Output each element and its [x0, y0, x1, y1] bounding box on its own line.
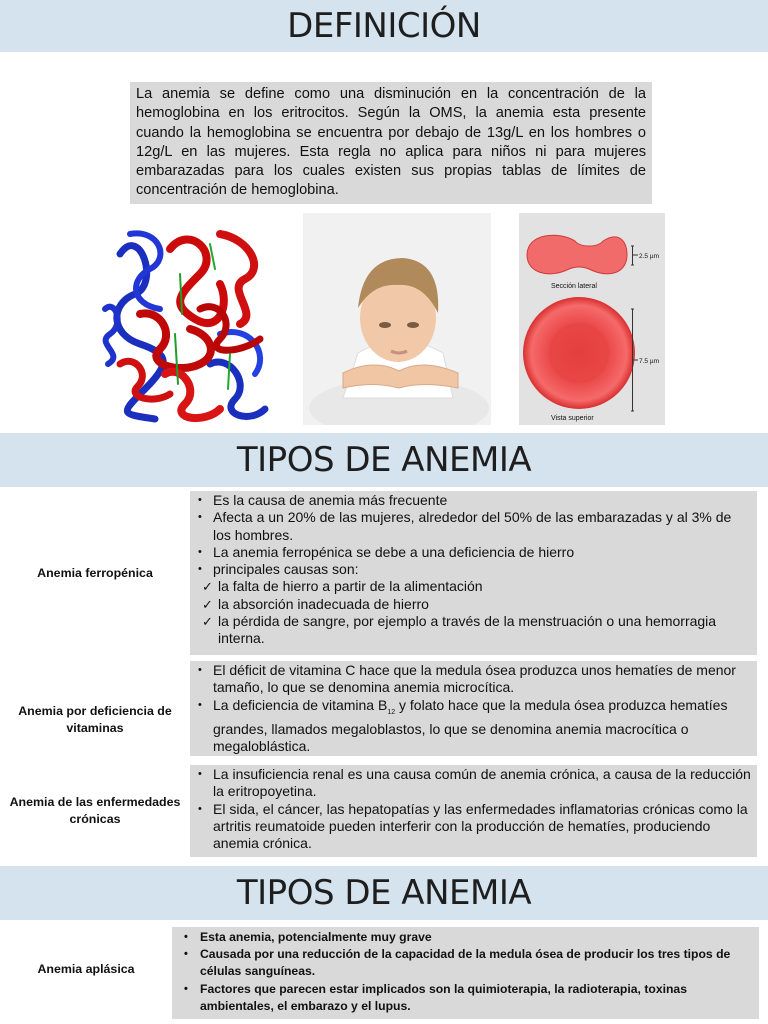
- check-item: ✓ la pérdida de sangre, por ejemplo a través de la menstruación o una hemorragia interna.: [202, 613, 717, 647]
- list-item: • El déficit de vitamina C hace que la medula ósea produzca unos hematíes de menor tamaño, lo que se denomina anemia microcítica.: [198, 662, 736, 696]
- definicion-banner: [0, 0, 768, 52]
- definicion-text: La anemia se define como una disminución en la concentración de la hemoglobina en los eritrocitos. Según la OMS, la anemia esta presente cuando la hemoglobina se encuentra por debajo de 13g/L en los hombres o 12g/L en las mujeres. Esta regla no aplica para niños ni para mujeres embarazadas para los cuales existen sus propias tablas de límites de concentración de hemoglobina.: [130, 82, 652, 204]
- list-item: • Causada por una reducción de la capacidad de la medula ósea de producir los tres tipos de células sanguíneas.: [184, 947, 731, 979]
- anemia-row: [0, 765, 768, 857]
- list-item: • La anemia ferropénica se debe a una deficiencia de hierro: [198, 543, 575, 560]
- tipos-banner-1: [0, 433, 768, 487]
- row-content: [190, 765, 757, 857]
- anemia-row: [0, 491, 768, 655]
- list-item: • Factores que parecen estar implicados son la quimioterapia, la radioterapia, toxinas ambientales, el embarazo y el lupus.: [184, 981, 687, 1013]
- check-item: ✓ la falta de hierro a partir de la alimentación: [202, 578, 483, 595]
- list-item: • El sida, el cáncer, las hepatopatías y las enfermedades inflamatorias crónicas como la artritis reumatoide pueden interferir con la producción de hematíes, produciendo anemia crónica.: [198, 800, 748, 852]
- checkmark-icon: ✓: [202, 579, 213, 595]
- hemoglobin-molecule-image: [100, 214, 276, 426]
- definicion-title: DEFINICIÓN: [287, 6, 481, 46]
- list-item: • Es la causa de anemia más frecuente: [198, 492, 448, 508]
- row-label: Anemia aplásica: [37, 961, 135, 976]
- row-label: Anemia de las enfermedades crónicas: [9, 795, 181, 826]
- tipos-title-1: TIPOS DE ANEMIA: [236, 440, 532, 480]
- cell-side-label: Sección lateral: [551, 283, 597, 290]
- checkmark-icon: ✓: [202, 614, 213, 630]
- list-item: • Esta anemia, potencialmente muy grave: [184, 930, 432, 944]
- row-label: Anemia por deficiencia de vitaminas: [18, 704, 172, 735]
- check-item: ✓ la absorción inadecuada de hierro: [202, 595, 429, 612]
- tipos-title-2: TIPOS DE ANEMIA: [236, 873, 532, 913]
- list-item: • Afecta a un 20% de las mujeres, alrededor del 50% de las embarazadas y al 3% de los hombres.: [198, 509, 732, 543]
- row-content: [190, 661, 757, 756]
- anemia-row: [0, 661, 768, 756]
- list-item: • principales causas son:: [198, 561, 359, 578]
- child-photo: [303, 213, 491, 425]
- row-label: Anemia ferropénica: [37, 565, 153, 580]
- list-item: • La deficiencia de vitamina $B_{12}$ y folato hace que la medula ósea produzca hematíes grandes, llamados megaloblastos, lo que se denomina anemia macrocítica o megaloblástica.: [198, 696, 728, 754]
- red-blood-cell-image: [519, 213, 665, 425]
- row-content: [172, 927, 759, 1019]
- anemia-row: [0, 927, 768, 1019]
- row-content: [190, 491, 757, 655]
- list-item: • La insuficiencia renal es una causa común de anemia crónica, a causa de la reducción la eritropoyetina.: [198, 766, 751, 800]
- cell-top-label: Vista superior: [551, 415, 594, 422]
- measure-top-label: 7.5 µm: [639, 358, 660, 365]
- tipos-banner-2: [0, 866, 768, 920]
- checkmark-icon: ✓: [202, 596, 213, 612]
- measure-side-label: 2.5 µm: [639, 253, 660, 260]
